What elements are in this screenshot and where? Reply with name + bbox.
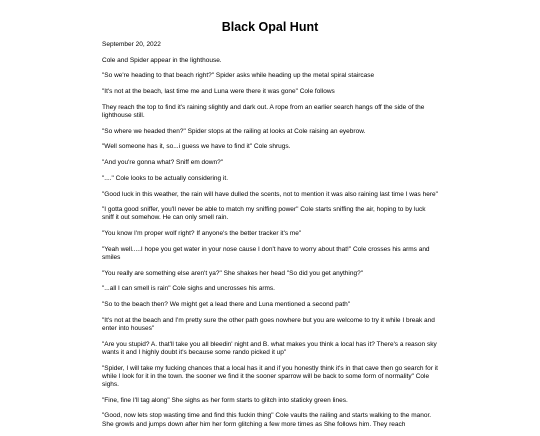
paragraph: "Yeah well.....I hope you get water in your nose cause I don't have to worry about that!" Cole crosses his arms and smiles [102, 245, 430, 262]
paragraph: "So we're heading to that beach right?" Spider asks while heading up the metal spiral staircase [102, 72, 375, 80]
paragraph: "It's not at the beach and I'm pretty sure the other path goes nowhere but you are welcome to try it while I break and enter into houses" [102, 316, 435, 333]
paragraph: They reach the top to find it's raining slightly and dark out. A rope from an earlier search hangs off the side of the lighthouse still. [102, 103, 425, 120]
paragraph: "Good, now lets stop wasting time and find this fuckin thing" Cole vaults the railing and starts walking to the manor. She growls and jumps down after him her form glitching a few more times as She follows him. They reach [102, 412, 432, 428]
paragraph: "You really are something else aren't ya?" She shakes her head "So did you get anything?" [102, 269, 364, 277]
paragraph: "Are you stupid? A. that'll take you all bleedin' night and B. what makes you think a local has it? There's a reason sky wants it and I highly doubt it's because some rando picked it up" [102, 340, 437, 356]
paragraph: "...." Cole looks to be actually considering it. [102, 174, 229, 182]
paragraph: "Good luck in this weather, the rain will have dulled the scents, not to mention it was also raining last time I was here" [102, 190, 438, 198]
paragraph: "It's not at the beach, last time me and Luna were there it was gone" Cole follows [102, 88, 335, 96]
paragraph: "...all I can smell is rain" Cole sighs and uncrosses his arms. [102, 285, 275, 293]
paragraph: Cole and Spider appear in the lighthouse. [102, 56, 222, 64]
paragraph: "Spider, I will take my fucking chances that a local has it and if you honestly think it's in that cave then go search for it while I look for it in the town. the sooner we find it the sooner sparrow will be back to some form of normality" Cole sighs. [102, 364, 438, 389]
document-title: Black Opal Hunt [221, 20, 319, 34]
paragraph: "So where we headed then?" Spider stops at the railing at looks at Cole raising an eyebrow. [102, 127, 366, 135]
paragraph: "I gotta good sniffer, you'll never be able to match my sniffing power" Cole starts sniffing the air, hoping to by luck sniff it out somehow. He can only smell rain. [102, 206, 426, 222]
document-body [102, 41, 438, 436]
paragraph: "And you're gonna what? Sniff em down?" [102, 159, 224, 167]
paragraph: "Well someone has it, so...i guess we have to find it" Cole shrugs. [102, 143, 291, 151]
document-date: September 20, 2022 [102, 41, 161, 48]
paragraph: "So to the beach then? We might get a lead there and Luna mentioned a second path" [102, 301, 351, 309]
paragraph: "Fine, fine I'll tag along" She sighs as her form starts to glitch into staticky green lines. [102, 396, 348, 404]
paragraph: "You know I'm proper wolf right? If anyone's the better tracker it's me" [102, 230, 302, 238]
